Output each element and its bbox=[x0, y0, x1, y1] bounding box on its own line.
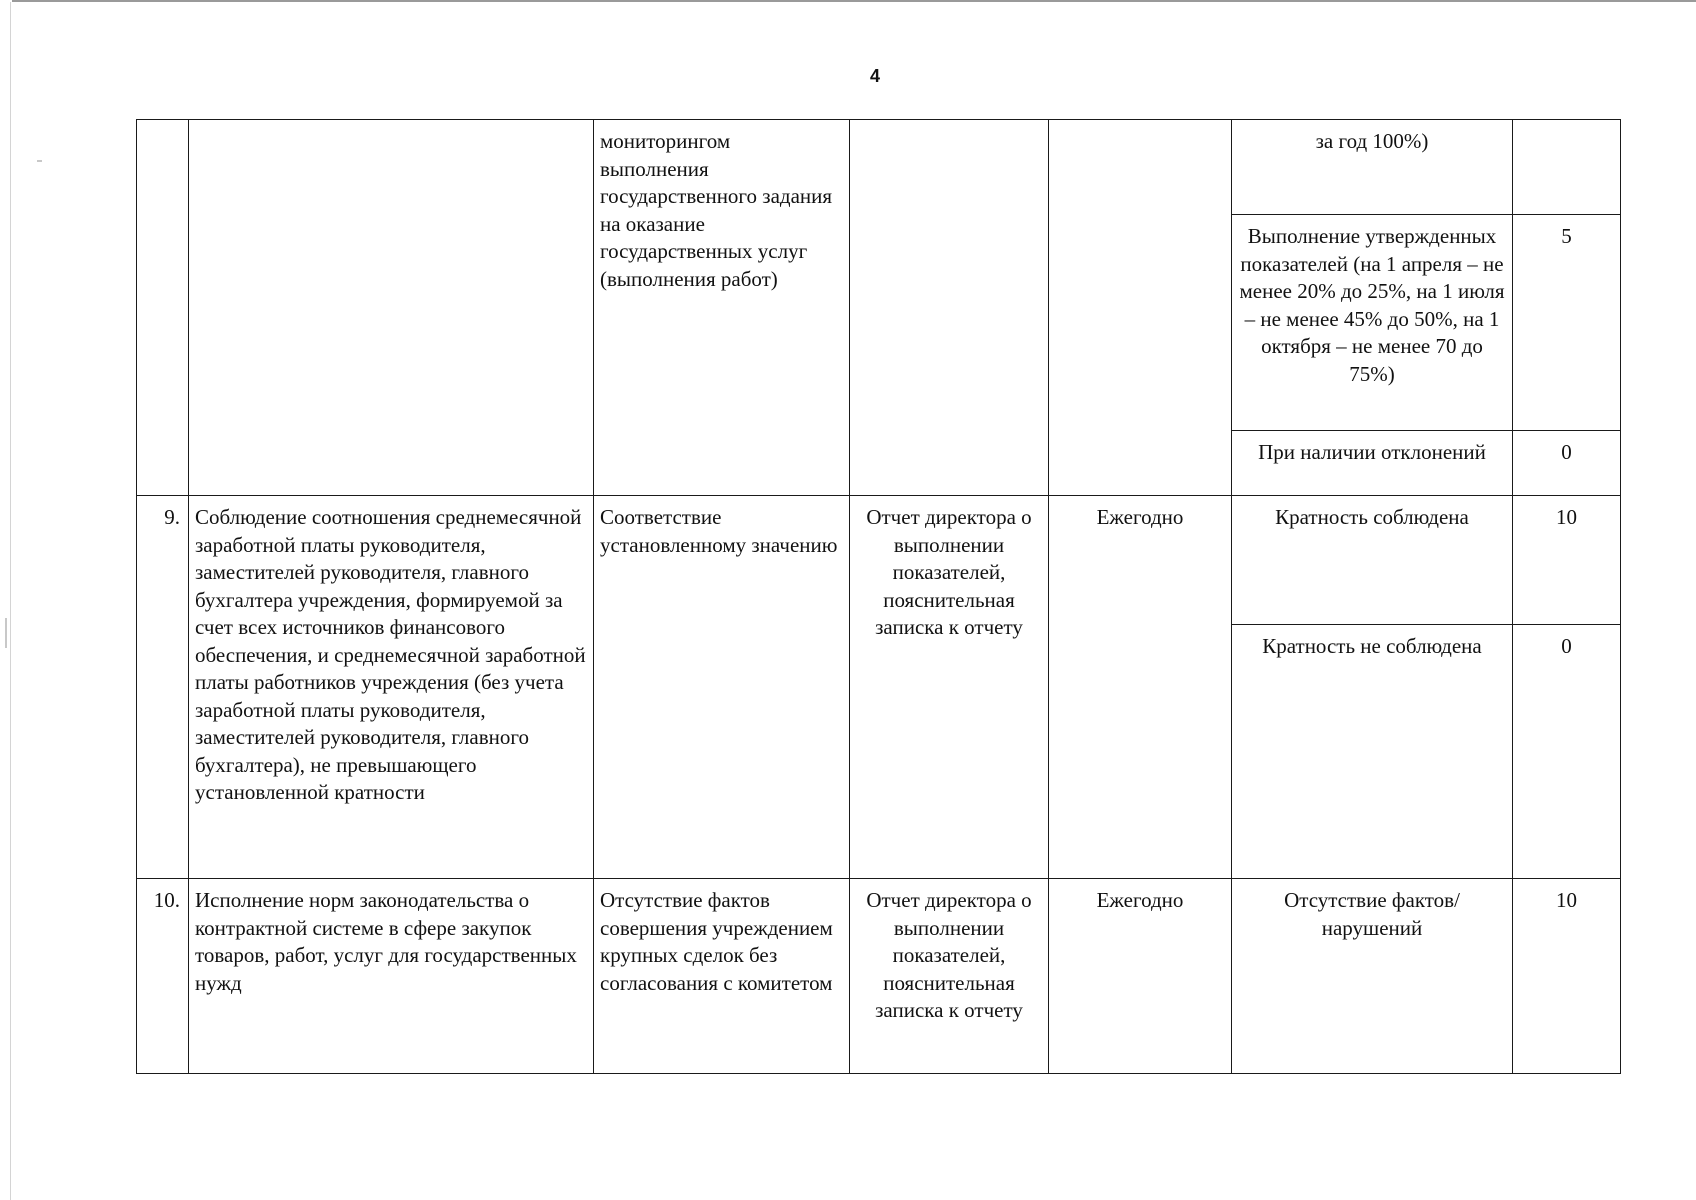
cell-period: Ежегодно bbox=[1049, 879, 1232, 1074]
cell-row-number: 9. bbox=[137, 496, 189, 879]
scan-speck bbox=[5, 618, 7, 648]
page-number: 4 bbox=[869, 66, 880, 86]
cell-criterion: Кратность не соблюдена bbox=[1232, 625, 1513, 879]
cell-report: Отчет директора о выполнении показателей, пояснительная записка к отчету bbox=[850, 496, 1049, 879]
cell-score: 0 bbox=[1513, 625, 1621, 879]
cell-score bbox=[1513, 120, 1621, 215]
cell-criterion: Кратность соблюдена bbox=[1232, 496, 1513, 625]
cell-indicator-empty bbox=[189, 120, 594, 496]
cell-method: мониторингом выполнения государственного задания на оказание государственных услуг (выполнения работ) bbox=[594, 120, 850, 496]
cell-report: Отчет директора о выполнении показателей, пояснительная записка к отчету bbox=[850, 879, 1049, 1074]
cell-score: 10 bbox=[1513, 496, 1621, 625]
cell-score: 0 bbox=[1513, 431, 1621, 496]
scan-speck bbox=[37, 160, 42, 162]
cell-report-empty bbox=[850, 120, 1049, 496]
cell-condition: Отсутствие фактов совершения учреждением крупных сделок без согласования с комитетом bbox=[594, 879, 850, 1074]
cell-condition: Соответствие установленному значению bbox=[594, 496, 850, 879]
cell-criterion: за год 100%) bbox=[1232, 120, 1513, 215]
cell-criterion: Отсутствие фактов/нарушений bbox=[1232, 879, 1513, 1074]
cell-period-empty bbox=[1049, 120, 1232, 496]
cell-row-number: 10. bbox=[137, 879, 189, 1074]
cell-num-empty bbox=[137, 120, 189, 496]
cell-score: 10 bbox=[1513, 879, 1621, 1074]
cell-score: 5 bbox=[1513, 215, 1621, 431]
cell-period: Ежегодно bbox=[1049, 496, 1232, 879]
table-row bbox=[137, 879, 1621, 1074]
table-row bbox=[137, 496, 1621, 625]
cell-indicator: Исполнение норм законодательства о контрактной системе в сфере закупок товаров, работ, услуг для государственных нужд bbox=[189, 879, 594, 1074]
page-edge-top bbox=[12, 0, 1696, 2]
cell-indicator: Соблюдение соотношения среднемесячной заработной платы руководителя, заместителей руководителя, главного бухгалтера учреждения, формируемой за счет всех источников финансового обеспечения, и среднемесячной заработной платы работников учреждения (без учета заработной платы руководителя, заместителей руководителя, главного бухгалтера), не превышающего установленной кратности bbox=[189, 496, 594, 879]
table-row bbox=[137, 120, 1621, 215]
cell-criterion: Выполнение утвержденных показателей (на 1 апреля – не менее 20% до 25%, на 1 июля – не менее 45% до 50%, на 1 октября – не менее 70 до 75%) bbox=[1232, 215, 1513, 431]
indicators-table bbox=[136, 119, 1621, 1074]
cell-criterion: При наличии отклонений bbox=[1232, 431, 1513, 496]
page-edge-left bbox=[10, 2, 11, 1200]
